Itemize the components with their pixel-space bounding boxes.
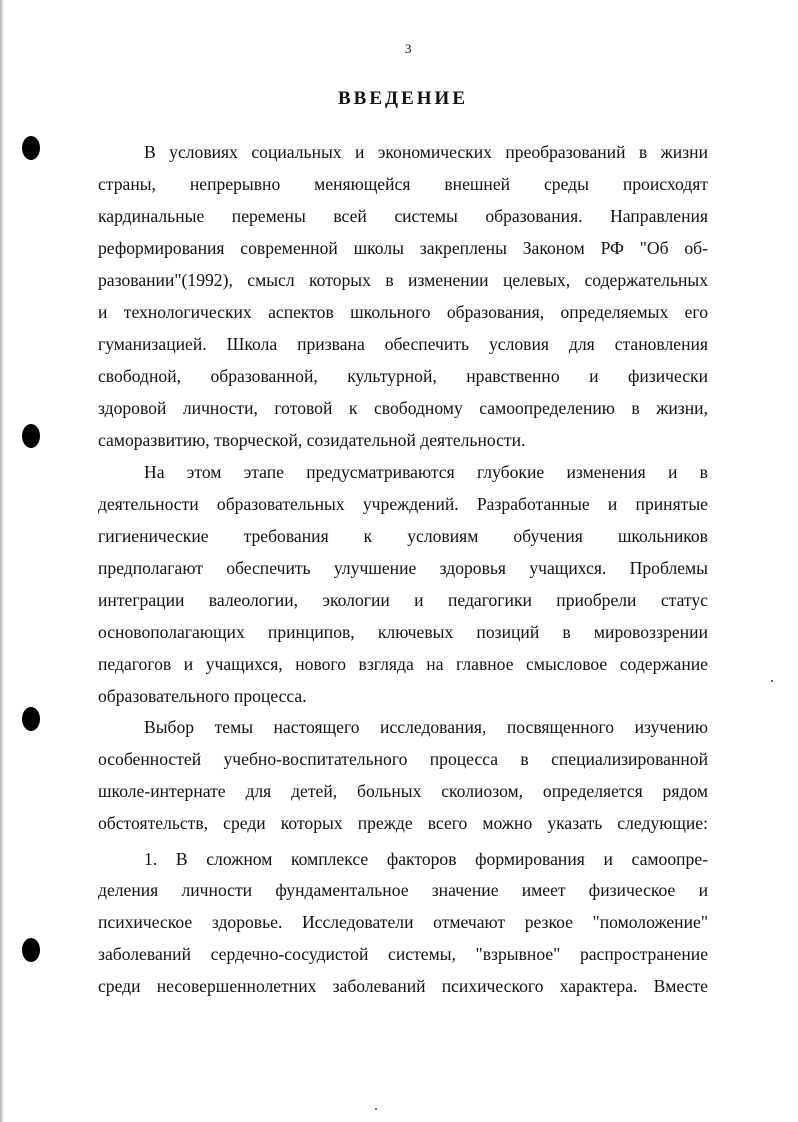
text-line: заболеваний сердечно-сосудистой системы, "взрывное" распространение <box>98 944 708 964</box>
text-line: На этом этапе предусматриваются глубокие изменения и в <box>144 462 708 482</box>
text-line: и технологических аспектов школьного образования, определяемых его <box>98 302 708 322</box>
text-line: обстоятельств, среди которых прежде всего можно указать следующие: <box>98 813 708 833</box>
page-title: ВВЕДЕНИЕ <box>338 88 468 109</box>
text-line: среди несовершеннолетних заболеваний психического характера. Вместе <box>98 976 708 996</box>
text-line: деятельности образовательных учреждений. Разработанные и принятые <box>98 494 708 514</box>
text-line: здоровой личности, готовой к свободному самоопределению в жизни, <box>98 398 708 418</box>
binding-hole <box>22 938 40 962</box>
text-line: реформирования современной школы закреплены Законом РФ "Об об- <box>98 238 708 258</box>
text-line: Выбор темы настоящего исследования, посвященного изучению <box>144 717 708 737</box>
text-line: 1. В сложном комплексе факторов формирования и самоопре- <box>144 849 708 869</box>
text-line: педагогов и учащихся, нового взгляда на главное смысловое содержание <box>98 654 708 674</box>
text-line: саморазвитию, творческой, созидательной деятельности. <box>98 430 526 450</box>
text-line: гуманизацией. Школа призвана обеспечить условия для становления <box>98 334 708 354</box>
text-line: школе-интернате для детей, больных сколиозом, определяется рядом <box>98 781 708 801</box>
text-line: В условиях социальных и экономических преобразований в жизни <box>144 142 708 162</box>
text-line: психическое здоровье. Исследователи отмечают резкое "помоложение" <box>98 912 708 932</box>
scan-edge-shadow <box>0 0 6 1122</box>
text-line: гигиенические требования к условиям обучения школьников <box>98 526 708 546</box>
text-line: деления личности фундаментальное значение имеет физическое и <box>98 880 708 900</box>
text-line: интеграции валеологии, экологии и педагогики приобрели статус <box>98 590 708 610</box>
binding-hole <box>22 707 40 731</box>
text-line: основополагающих принципов, ключевых позиций в мировоззрении <box>98 622 708 642</box>
text-line: предполагают обеспечить улучшение здоровья учащихся. Проблемы <box>98 558 708 578</box>
text-line: кардинальные перемены всей системы образования. Направления <box>98 206 708 226</box>
scan-speck <box>771 680 773 682</box>
page-number: 3 <box>405 41 412 56</box>
text-line: страны, непрерывно меняющейся внешней среды происходят <box>98 174 708 194</box>
binding-hole <box>22 424 40 448</box>
text-line: свободной, образованной, культурной, нравственно и физически <box>98 366 708 386</box>
scan-speck <box>375 1108 377 1110</box>
text-line: разовании"(1992), смысл которых в изменении целевых, содержательных <box>98 270 708 290</box>
binding-hole <box>22 136 40 160</box>
text-line: особенностей учебно-воспитательного процесса в специализированной <box>98 749 708 769</box>
text-line: образовательного процесса. <box>98 686 307 706</box>
